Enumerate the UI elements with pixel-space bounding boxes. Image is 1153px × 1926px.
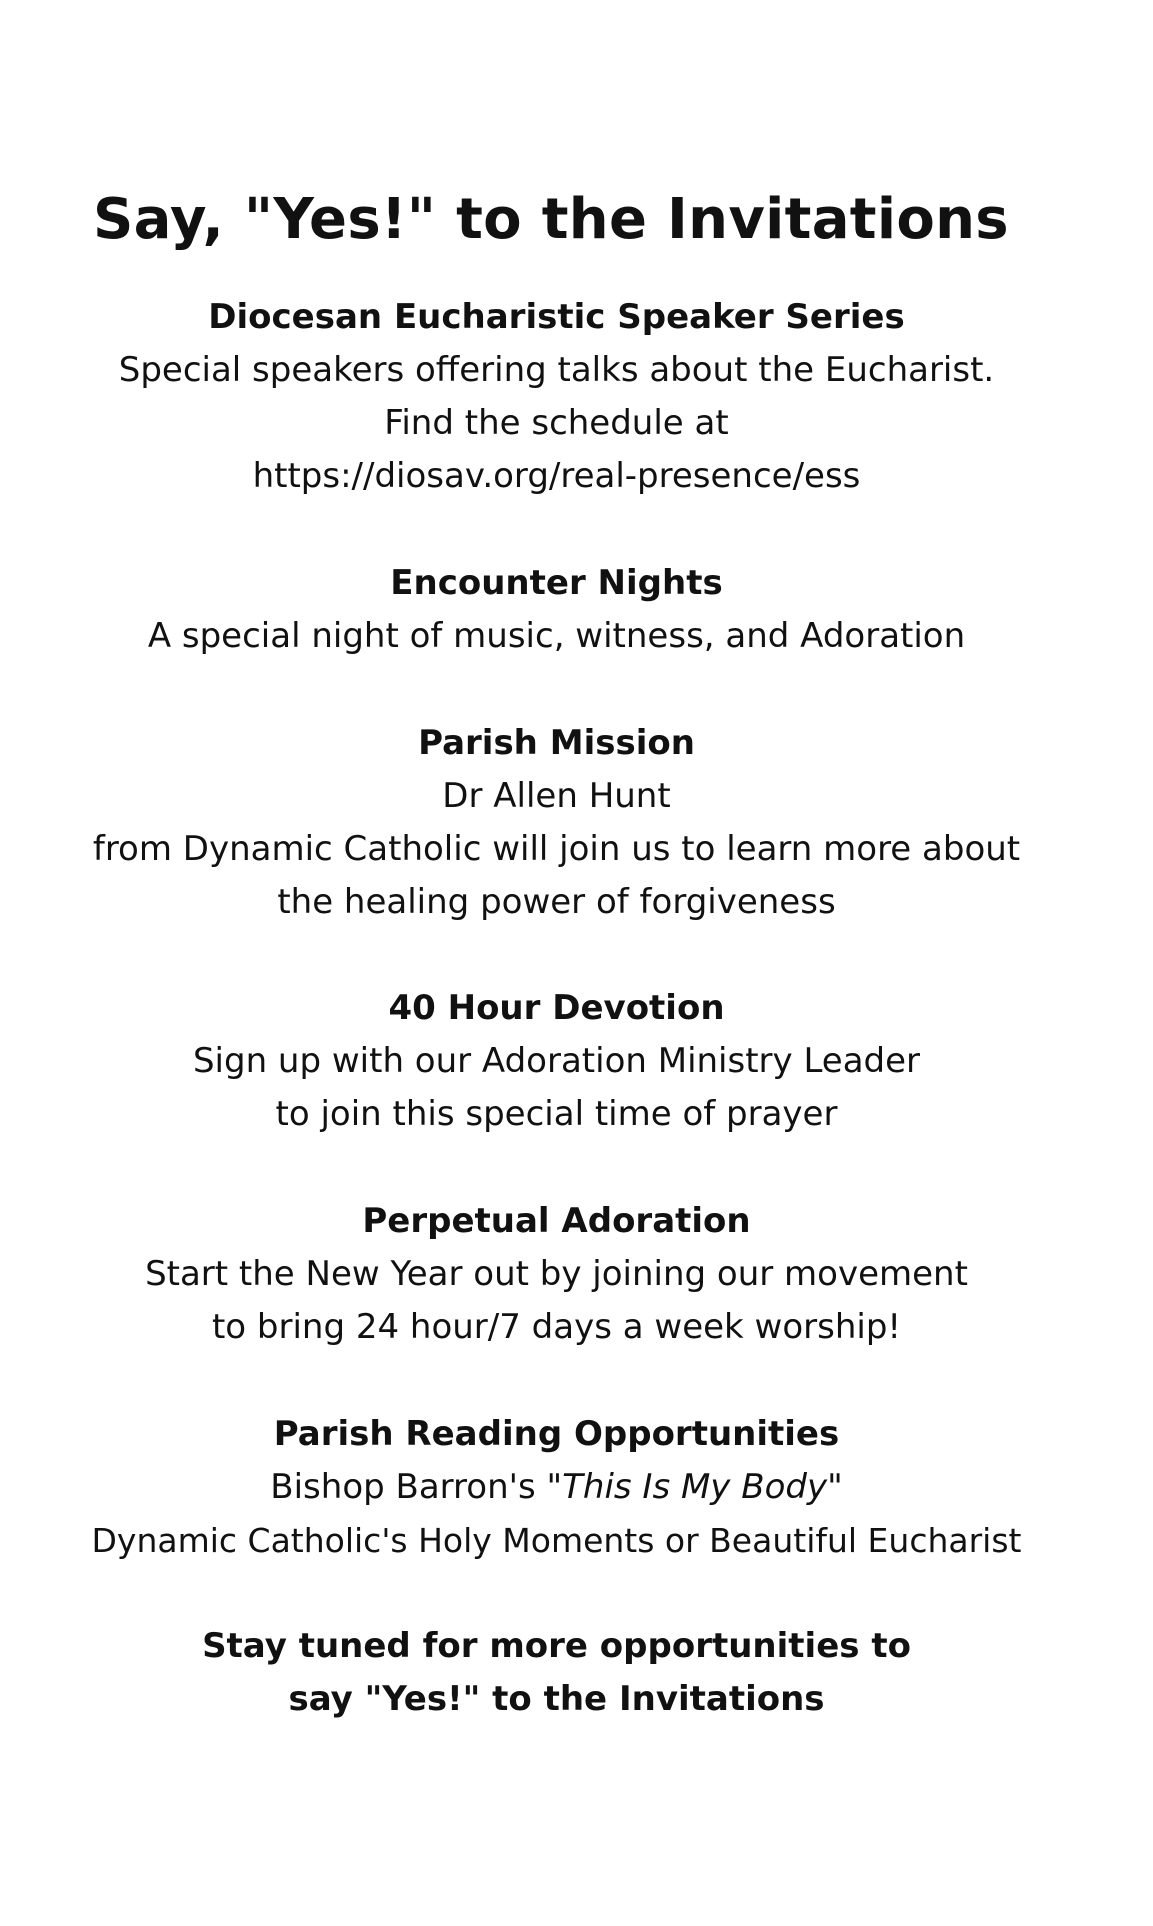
book-suffix: "	[827, 1467, 843, 1507]
section-text: Dr Allen Hunt	[442, 776, 671, 816]
closing-text: Stay tuned for more opportunities to	[202, 1626, 911, 1666]
section-heading: Diocesan Eucharistic Speaker Series	[208, 297, 905, 337]
closing-message	[20, 1620, 1093, 1726]
section-heading: Parish Mission	[418, 723, 695, 763]
section-encounter-nights	[20, 557, 1093, 663]
section-text: Find the schedule at	[384, 403, 729, 443]
schedule-url-text: https://diosav.org/real-presence/ess	[252, 456, 861, 496]
book-prefix: Bishop Barron's "	[270, 1467, 563, 1507]
section-heading: Perpetual Adoration	[362, 1201, 751, 1241]
section-heading: Parish Reading Opportunities	[273, 1414, 840, 1454]
section-text: A special night of music, witness, and Adoration	[147, 616, 966, 656]
book-title: This Is My Body	[562, 1467, 828, 1507]
section-parish-mission	[20, 717, 1093, 929]
section-perpetual-adoration	[20, 1195, 1093, 1354]
section-text: Start the New Year out by joining our movement	[145, 1254, 968, 1294]
section-text: to bring 24 hour/7 days a week worship!	[211, 1307, 902, 1347]
section-text: the healing power of forgiveness	[277, 882, 836, 922]
section-reading-opportunities	[20, 1408, 1093, 1567]
section-heading: 40 Hour Devotion	[388, 988, 725, 1028]
section-heading: Encounter Nights	[390, 563, 723, 603]
section-40-hour-devotion	[20, 982, 1093, 1141]
page-title: Say, "Yes!" to the Invitations	[93, 187, 1009, 252]
section-text: Special speakers offering talks about the Eucharist.	[118, 350, 995, 390]
section-text: Sign up with our Adoration Ministry Leader	[192, 1041, 921, 1081]
section-text: from Dynamic Catholic will join us to learn more about	[92, 829, 1021, 869]
section-speaker-series	[20, 291, 1093, 503]
book-line	[20, 1461, 1093, 1514]
section-text: Dynamic Catholic's Holy Moments or Beautiful Eucharist	[91, 1521, 1022, 1560]
closing-text: say "Yes!" to the Invitations	[288, 1679, 825, 1719]
section-text: to join this special time of prayer	[275, 1094, 838, 1134]
